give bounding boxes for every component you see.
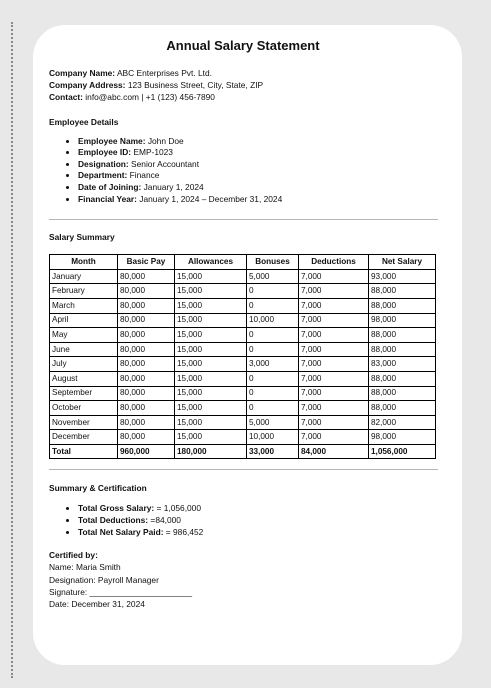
table-cell: February — [50, 284, 118, 299]
table-cell: 0 — [247, 328, 299, 343]
table-cell: 15,000 — [175, 371, 247, 386]
table-cell: 1,056,000 — [369, 444, 436, 459]
table-cell: 15,000 — [175, 298, 247, 313]
salary-table-body — [50, 269, 436, 444]
table-cell: January — [50, 269, 118, 284]
table-cell: 88,000 — [369, 284, 436, 299]
company-name-line: Company Name: ABC Enterprises Pvt. Ltd. — [49, 68, 212, 78]
page-margin-guide — [11, 22, 13, 678]
table-cell: 7,000 — [299, 342, 369, 357]
column-header: Basic Pay — [118, 255, 175, 270]
table-cell: August — [50, 371, 118, 386]
column-header: Net Salary — [369, 255, 436, 270]
table-cell: 10,000 — [247, 313, 299, 328]
table-cell: 7,000 — [299, 401, 369, 416]
table-cell: 15,000 — [175, 415, 247, 430]
table-row — [50, 357, 436, 372]
table-cell: 88,000 — [369, 298, 436, 313]
certifier-name: Name: Maria Smith — [49, 562, 121, 573]
table-cell: 0 — [247, 342, 299, 357]
list-item: • Employee Name: John Doe — [78, 136, 437, 148]
summary-list — [49, 503, 437, 538]
table-cell: 88,000 — [369, 401, 436, 416]
column-header: Bonuses — [247, 255, 299, 270]
table-cell: 15,000 — [175, 386, 247, 401]
table-cell: 7,000 — [299, 371, 369, 386]
table-cell: 15,000 — [175, 284, 247, 299]
table-cell: June — [50, 342, 118, 357]
column-header: Month — [50, 255, 118, 270]
list-item: • Designation: Senior Accountant — [78, 159, 437, 171]
list-item: • Employee ID: EMP-1023 — [78, 147, 437, 159]
employee-details-heading: Employee Details — [49, 116, 119, 127]
table-cell: 10,000 — [247, 430, 299, 445]
table-cell: 7,000 — [299, 386, 369, 401]
list-item: • Total Gross Salary: = 1,056,000 — [78, 503, 437, 515]
document-page — [33, 25, 462, 665]
table-cell: 3,000 — [247, 357, 299, 372]
certifier-designation: Designation: Payroll Manager — [49, 574, 159, 585]
column-header: Deductions — [299, 255, 369, 270]
table-cell: 15,000 — [175, 342, 247, 357]
table-header-row — [50, 255, 436, 270]
company-info — [49, 67, 437, 104]
table-cell: 5,000 — [247, 415, 299, 430]
table-row — [50, 401, 436, 416]
table-row — [50, 430, 436, 445]
table-cell: 80,000 — [118, 415, 175, 430]
table-row — [50, 386, 436, 401]
table-cell: 15,000 — [175, 401, 247, 416]
table-cell: April — [50, 313, 118, 328]
table-cell: 80,000 — [118, 342, 175, 357]
table-cell: September — [50, 386, 118, 401]
table-cell: 83,000 — [369, 357, 436, 372]
table-cell: 80,000 — [118, 313, 175, 328]
table-cell: 80,000 — [118, 371, 175, 386]
table-cell: 7,000 — [299, 313, 369, 328]
table-cell: 7,000 — [299, 284, 369, 299]
signature-line: Signature: ______________________ — [49, 586, 192, 597]
list-item: • Total Net Salary Paid: = 986,452 — [78, 527, 437, 539]
employee-details-list — [49, 136, 437, 206]
table-cell: 0 — [247, 371, 299, 386]
table-cell: Total — [50, 444, 118, 459]
table-cell: 88,000 — [369, 328, 436, 343]
certification-date: Date: December 31, 2024 — [49, 599, 145, 610]
company-contact-line: Contact: info@abc.com | +1 (123) 456-7890 — [49, 92, 215, 103]
list-item: • Date of Joining: January 1, 2024 — [78, 182, 437, 194]
summary-heading: Summary & Certification — [49, 483, 147, 494]
table-cell: 80,000 — [118, 386, 175, 401]
table-cell: 180,000 — [175, 444, 247, 459]
table-row — [50, 313, 436, 328]
table-cell: 15,000 — [175, 357, 247, 372]
table-row — [50, 284, 436, 299]
table-cell: 80,000 — [118, 357, 175, 372]
table-cell: 0 — [247, 386, 299, 401]
table-cell: November — [50, 415, 118, 430]
table-cell: 93,000 — [369, 269, 436, 284]
divider — [49, 469, 438, 470]
table-cell: 7,000 — [299, 415, 369, 430]
table-cell: 7,000 — [299, 328, 369, 343]
certification-block — [49, 549, 437, 610]
table-cell: 80,000 — [118, 430, 175, 445]
table-total-row — [50, 444, 436, 459]
column-header: Allowances — [175, 255, 247, 270]
table-cell: 82,000 — [369, 415, 436, 430]
table-cell: 960,000 — [118, 444, 175, 459]
table-row — [50, 328, 436, 343]
divider — [49, 219, 438, 220]
table-cell: 7,000 — [299, 298, 369, 313]
table-cell: 0 — [247, 298, 299, 313]
table-row — [50, 342, 436, 357]
company-address-line: Company Address: 123 Business Street, City, State, ZIP — [49, 80, 264, 91]
table-cell: 7,000 — [299, 269, 369, 284]
table-cell: 33,000 — [247, 444, 299, 459]
list-item: • Department: Finance — [78, 170, 437, 182]
table-cell: 98,000 — [369, 430, 436, 445]
table-cell: 7,000 — [299, 357, 369, 372]
table-cell: 80,000 — [118, 284, 175, 299]
list-item: • Financial Year: January 1, 2024 – December 31, 2024 — [78, 194, 437, 206]
document-title: Annual Salary Statement — [166, 38, 320, 53]
table-cell: 15,000 — [175, 328, 247, 343]
table-cell: 15,000 — [175, 430, 247, 445]
table-cell: 15,000 — [175, 269, 247, 284]
table-cell: 88,000 — [369, 342, 436, 357]
table-cell: 80,000 — [118, 269, 175, 284]
table-row — [50, 298, 436, 313]
table-cell: October — [50, 401, 118, 416]
table-row — [50, 269, 436, 284]
table-cell: 88,000 — [369, 386, 436, 401]
table-cell: 84,000 — [299, 444, 369, 459]
salary-summary-heading: Salary Summary — [49, 232, 115, 243]
table-cell: 80,000 — [118, 401, 175, 416]
table-cell: 0 — [247, 401, 299, 416]
table-cell: December — [50, 430, 118, 445]
table-cell: 80,000 — [118, 298, 175, 313]
salary-table — [49, 254, 436, 459]
table-cell: 15,000 — [175, 313, 247, 328]
table-cell: 80,000 — [118, 328, 175, 343]
table-row — [50, 371, 436, 386]
table-cell: 5,000 — [247, 269, 299, 284]
table-cell: 98,000 — [369, 313, 436, 328]
list-item: • Total Deductions: =84,000 — [78, 515, 437, 527]
table-cell: 88,000 — [369, 371, 436, 386]
table-cell: March — [50, 298, 118, 313]
table-cell: May — [50, 328, 118, 343]
table-row — [50, 415, 436, 430]
table-cell: July — [50, 357, 118, 372]
table-cell: 7,000 — [299, 430, 369, 445]
certified-by-label: Certified by: — [49, 550, 98, 561]
table-cell: 0 — [247, 284, 299, 299]
